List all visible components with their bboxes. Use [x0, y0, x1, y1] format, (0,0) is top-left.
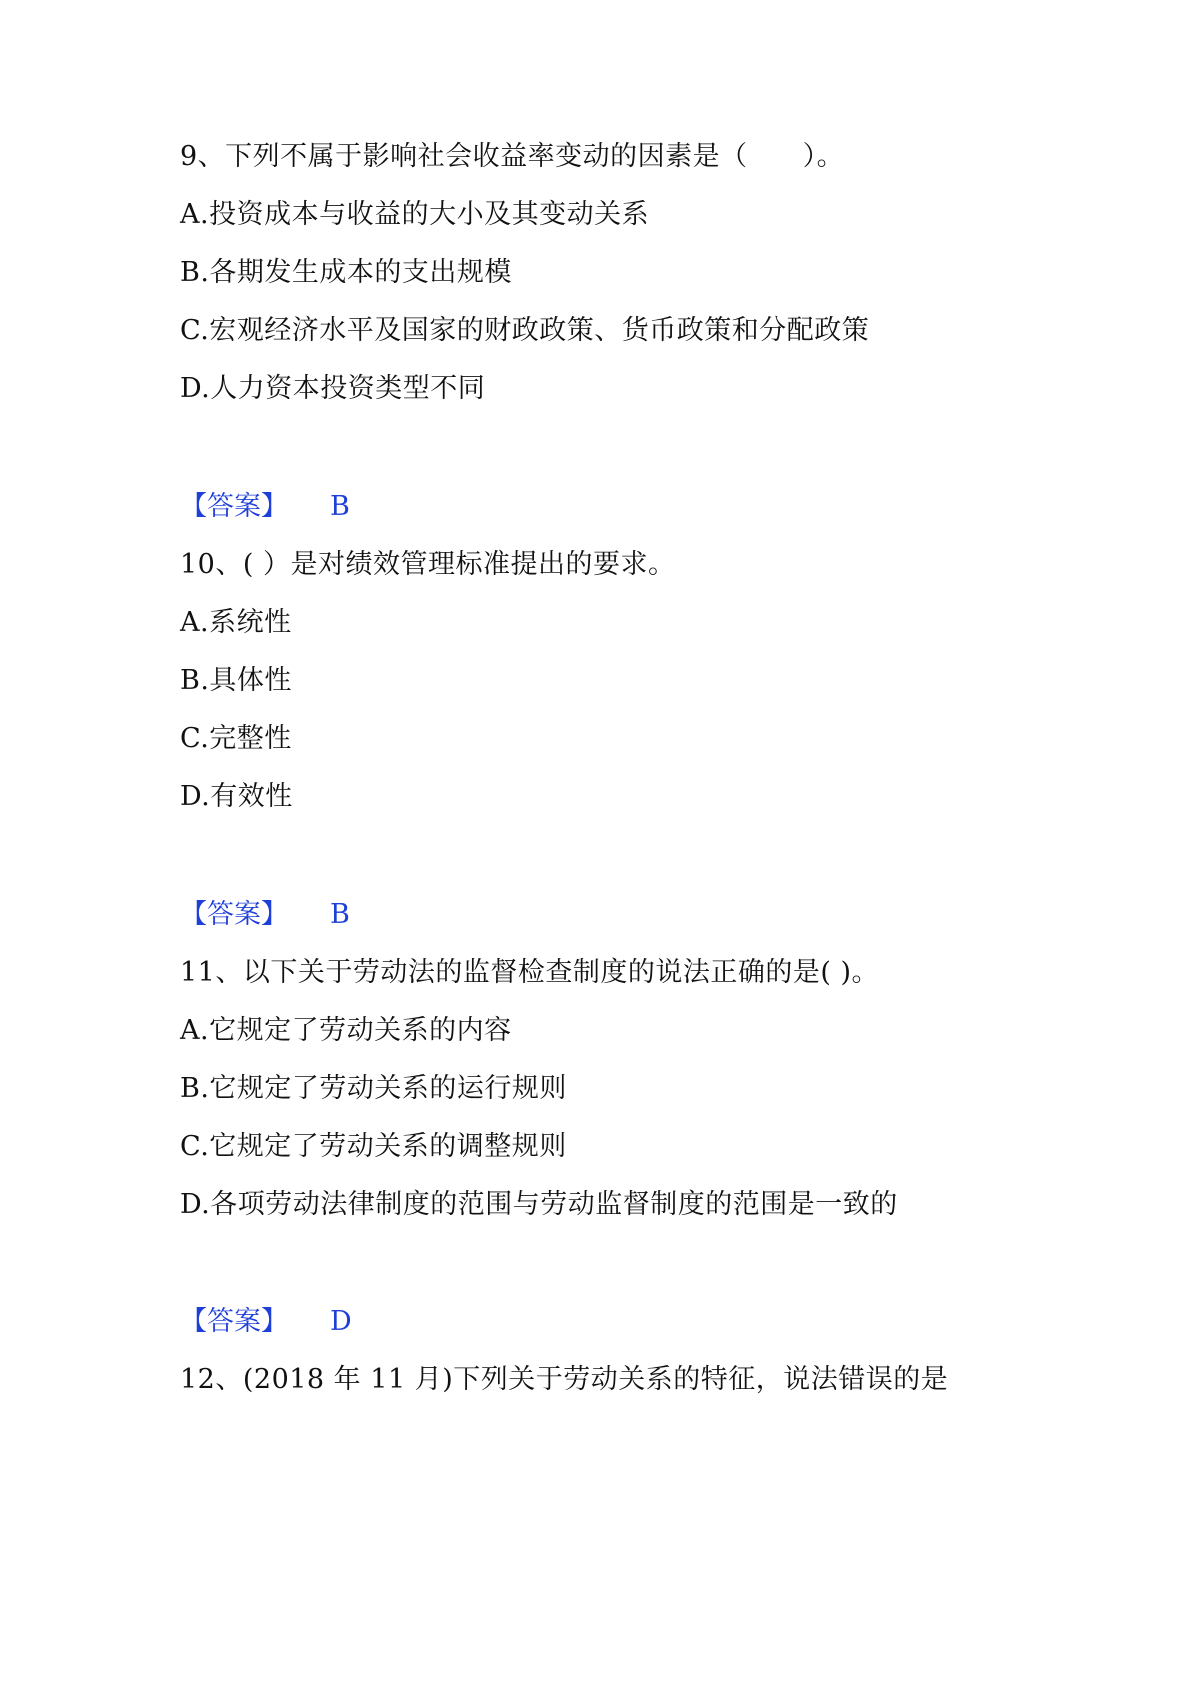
- question-9-option-d: D.人力资本投资类型不同: [180, 373, 486, 404]
- question-12-stem: 12、(2018 年 11 月)下列关于劳动关系的特征，说法错误的是: [180, 1364, 949, 1395]
- question-9-option-a: A.投资成本与收益的大小及其变动关系: [180, 199, 650, 230]
- question-11-option-d: D.各项劳动法律制度的范围与劳动监督制度的范围是一致的: [180, 1189, 898, 1220]
- question-9-answer: [180, 490, 350, 524]
- question-10-answer: [180, 898, 350, 932]
- question-10-option-d: D.有效性: [180, 781, 293, 812]
- answer-value: B: [330, 899, 350, 930]
- answer-label: 【答案】: [180, 491, 288, 522]
- question-11-option-c: C.它规定了劳动关系的调整规则: [180, 1131, 567, 1162]
- answer-value: D: [330, 1306, 352, 1337]
- question-11-option-a: A.它规定了劳动关系的内容: [180, 1015, 512, 1046]
- question-10-option-c: C.完整性: [180, 723, 292, 754]
- question-9-stem: 9、下列不属于影响社会收益率变动的因素是（ ）。: [180, 141, 845, 172]
- answer-label: 【答案】: [180, 1306, 288, 1337]
- question-11-stem: 11、以下关于劳动法的监督检查制度的说法正确的是( )。: [180, 957, 880, 988]
- question-10-option-b: B.具体性: [180, 665, 292, 696]
- answer-label: 【答案】: [180, 899, 288, 930]
- question-10-option-a: A.系统性: [180, 607, 292, 638]
- question-9-option-c: C.宏观经济水平及国家的财政政策、货币政策和分配政策: [180, 315, 870, 346]
- question-11-option-b: B.它规定了劳动关系的运行规则: [180, 1073, 567, 1104]
- question-11-answer: [180, 1305, 352, 1339]
- answer-value: B: [330, 491, 350, 522]
- question-9-option-b: B.各期发生成本的支出规模: [180, 257, 512, 288]
- question-10-stem: 10、( ）是对绩效管理标准提出的要求。: [180, 549, 676, 580]
